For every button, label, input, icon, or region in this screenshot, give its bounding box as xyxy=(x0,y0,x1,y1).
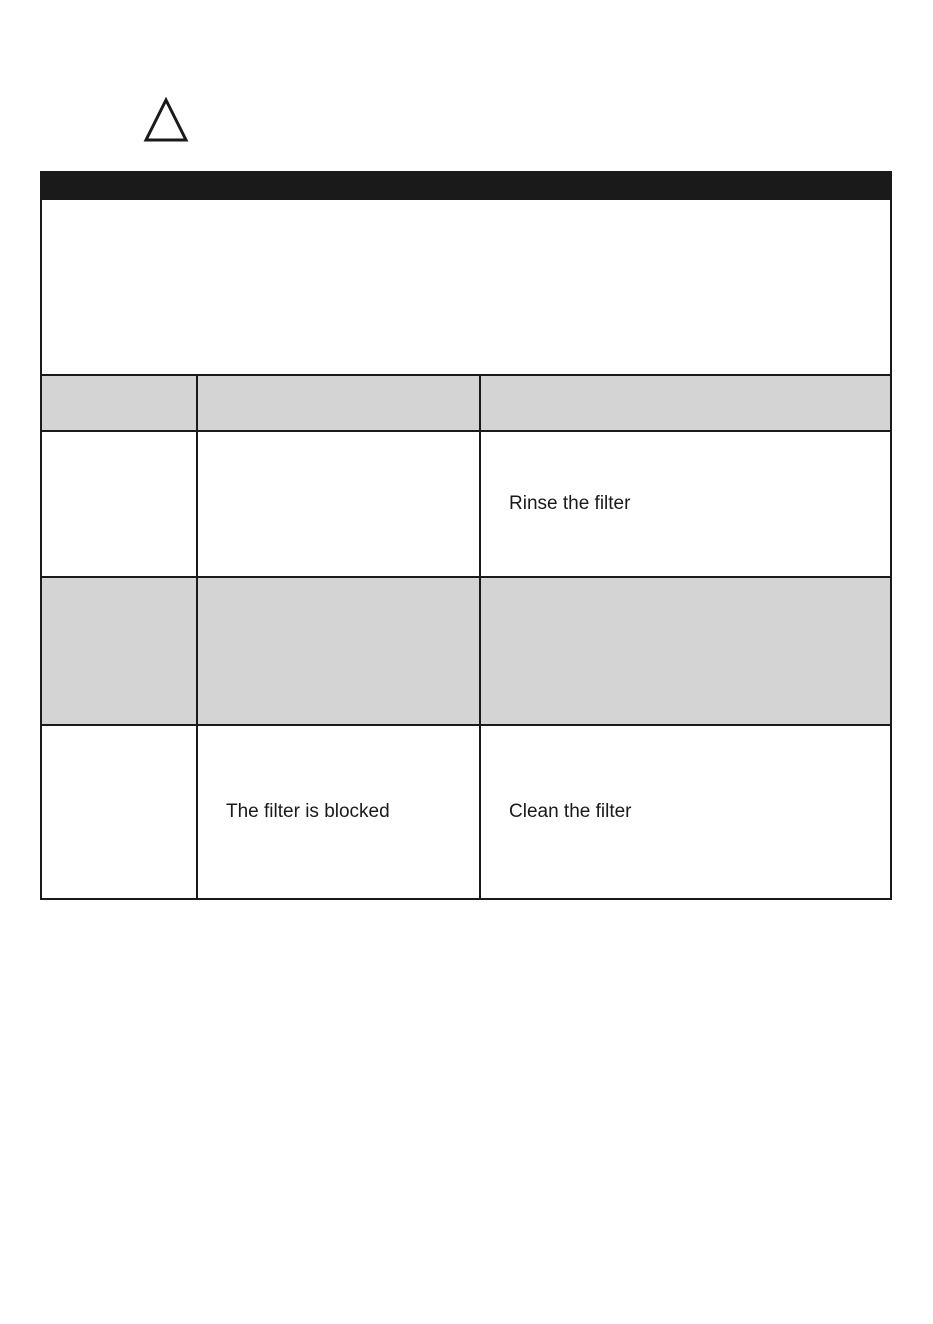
table-cell xyxy=(42,432,198,578)
troubleshooting-panel xyxy=(40,171,892,900)
table-cell-solution: Clean the filter xyxy=(509,801,632,822)
warning-triangle-icon xyxy=(143,97,189,143)
table-header-cell xyxy=(481,376,890,432)
table-cell xyxy=(42,578,198,726)
table-cell-solution: Rinse the filter xyxy=(481,432,890,578)
table-header-cell xyxy=(198,376,481,432)
table-cell xyxy=(42,726,198,898)
troubleshooting-table xyxy=(42,376,890,898)
table-cell xyxy=(198,432,481,578)
panel-intro-area xyxy=(42,200,890,376)
table-cell xyxy=(198,578,481,726)
table-cell xyxy=(481,578,890,726)
panel-header-bar xyxy=(42,173,890,200)
table-header-cell xyxy=(42,376,198,432)
table-cell-cause: The filter is blocked xyxy=(198,726,481,898)
